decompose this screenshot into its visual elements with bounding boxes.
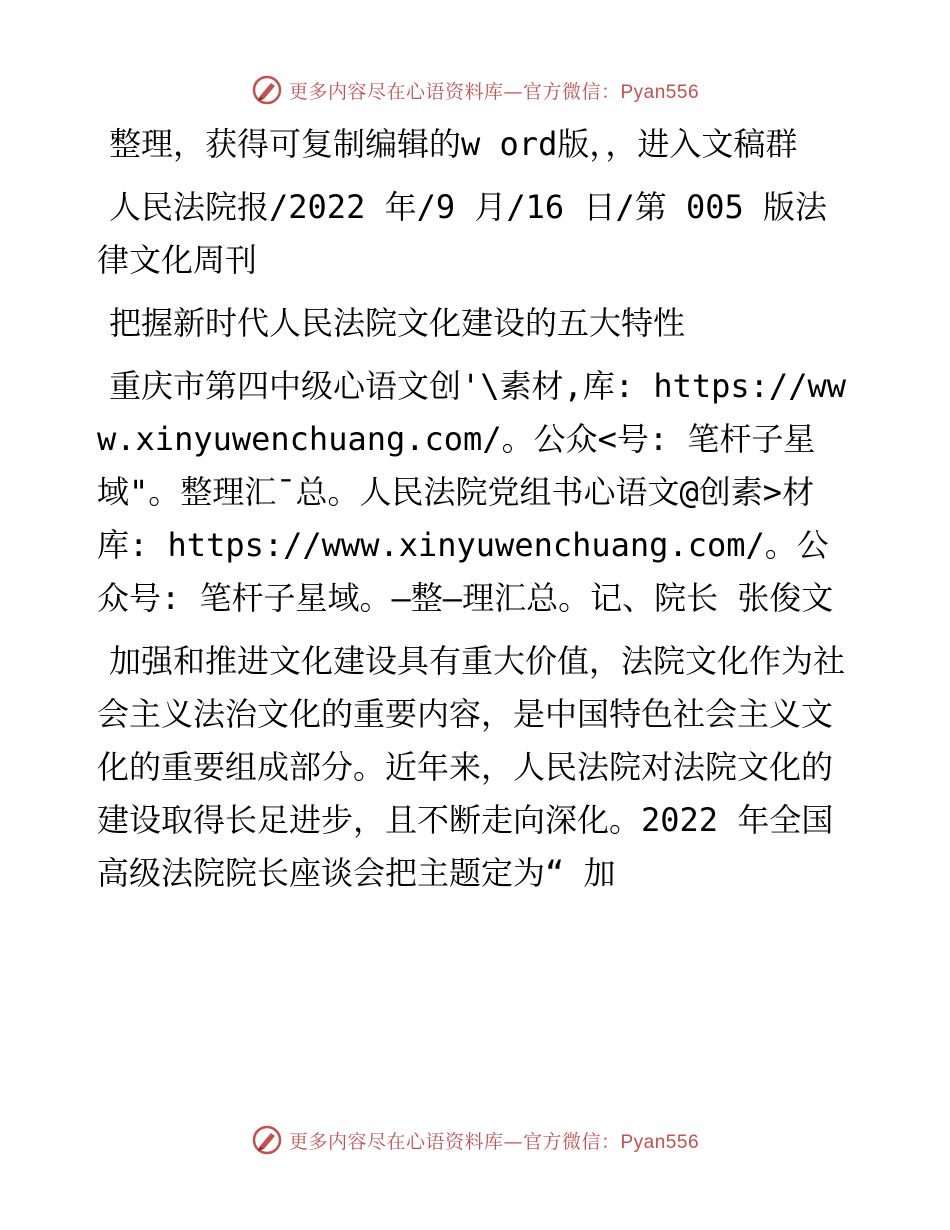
footer-watermark-banner: [0, 1122, 950, 1158]
footer-banner-wechat-id: Pyan556: [620, 1131, 700, 1153]
pen-logo-icon: [251, 74, 283, 106]
document-body: [97, 118, 853, 910]
header-watermark-banner: [0, 72, 950, 108]
paragraph-author: 重庆市第四中级心语文创'\素材,库: https://www.xinyuwenchuang.com/。公众<号: 笔杆子星域"。整理汇¯总。人民法院党组书心语文@创素>材库: https://www.xinyuwenchuang.com/。公众号: 笔杆子星域。—整—理汇总。记、院长 张俊文: [97, 367, 846, 617]
paragraph-intro: 整理，获得可复制编辑的w ord版，，进入文稿群: [109, 125, 798, 163]
paragraph-body: 加强和推进文化建设具有重大价值，法院文化作为社会主义法治文化的重要内容，是中国特色社会主义文化的重要组成部分。近年来，人民法院对法院文化的建设取得长足进步，且不断走向深化。2022 年全国高级法院院长座谈会把主题定为“ 加: [97, 642, 846, 892]
header-banner-wechat-id: Pyan556: [620, 81, 700, 103]
header-banner-text: 更多内容尽在心语资料库—官方微信：Pyan556: [288, 80, 700, 103]
article-title: 把握新时代人民法院文化建设的五大特性: [109, 304, 686, 342]
pen-logo-icon: [251, 1124, 283, 1156]
footer-banner-text: 更多内容尽在心语资料库—官方微信：Pyan556: [288, 1130, 700, 1153]
paragraph-source: 人民法院报/2022 年/9 月/16 日/第 005 版法律文化周刊: [97, 188, 828, 279]
